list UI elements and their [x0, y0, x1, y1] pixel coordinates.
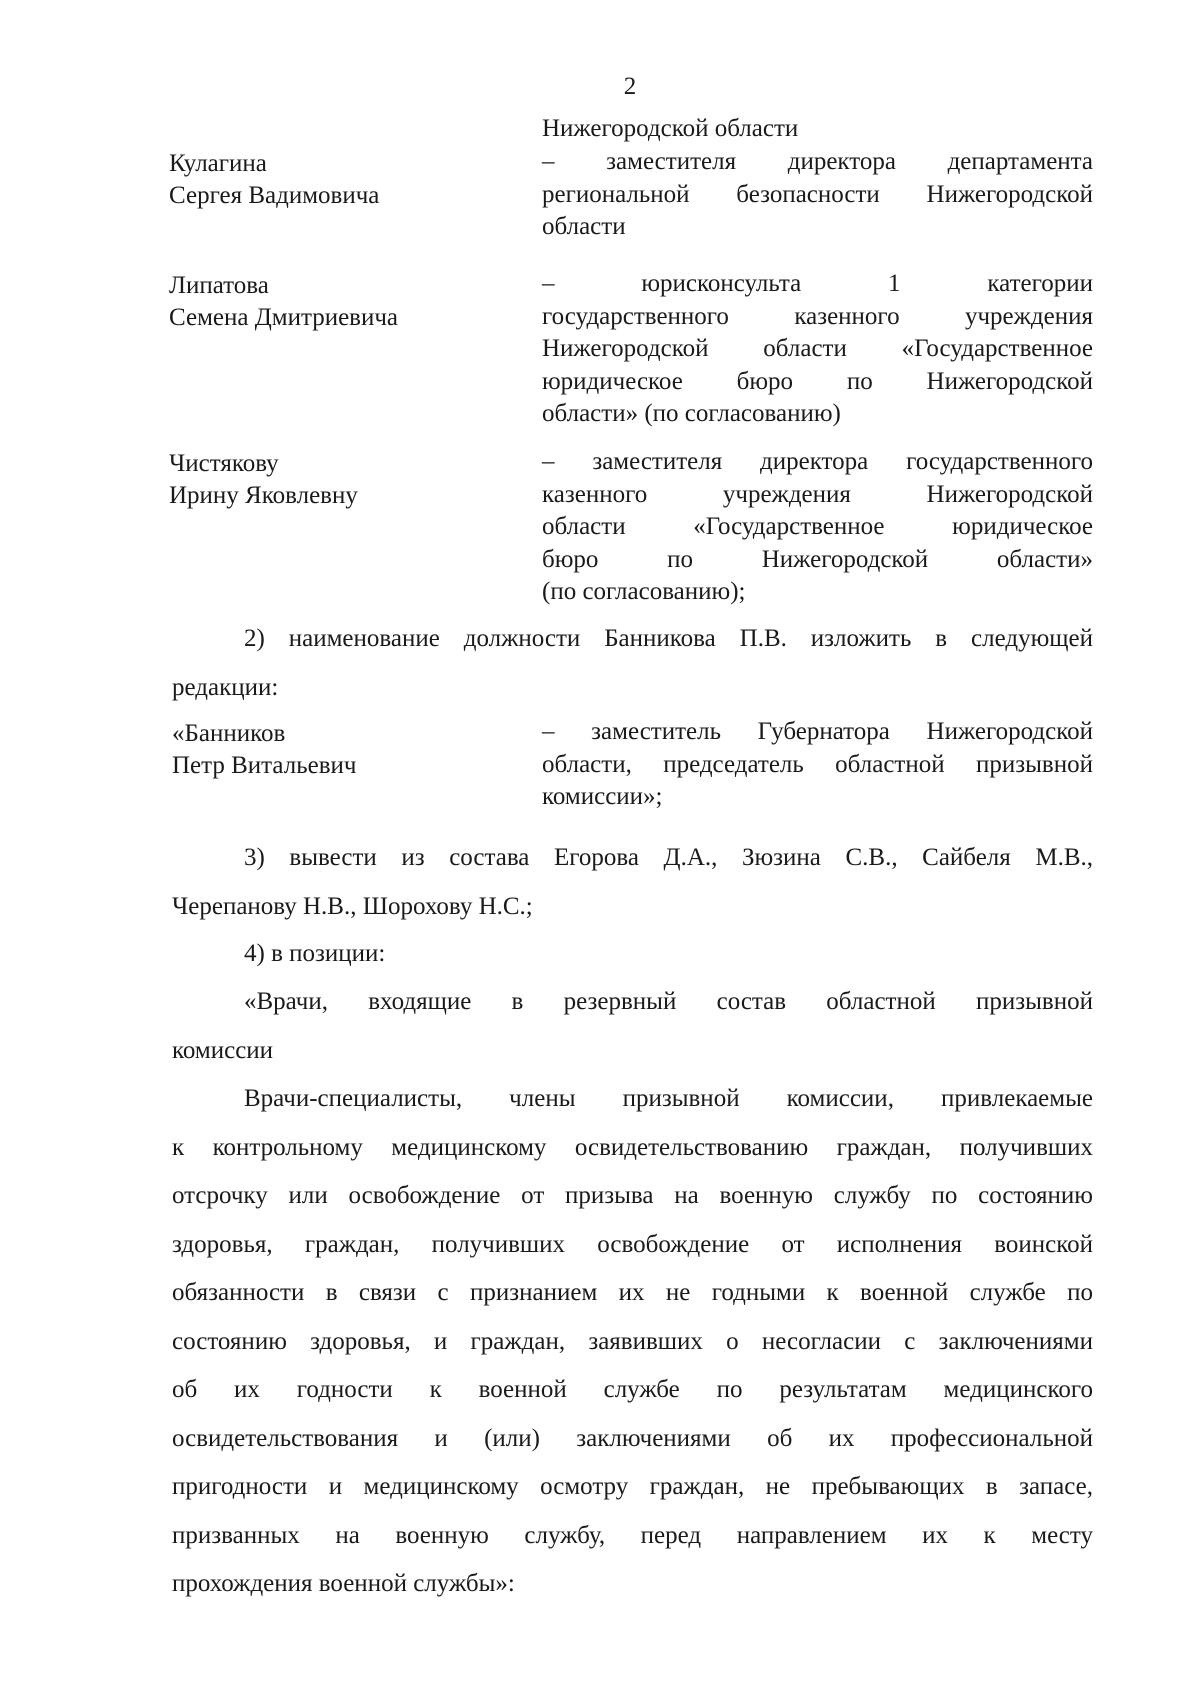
- member-name: [169, 448, 499, 512]
- paragraph-line: 2) наименование должности Банникова П.В. изложить в следующей: [244, 625, 1093, 652]
- chairman-name: [172, 718, 502, 782]
- position-line: – юрисконсульта 1 категории: [542, 270, 1093, 297]
- position-line: – заместителя директора департамента: [542, 148, 1093, 175]
- position-line: – заместителя директора государственного: [542, 448, 1093, 475]
- position-line: области, председатель областной призывной: [542, 750, 1093, 778]
- paragraph-line: комиссии: [172, 1036, 274, 1064]
- paragraph-line: обязанности в связи с признанием их не годными к военной службе по: [172, 1279, 1093, 1306]
- position-line: региональной безопасности Нижегородской: [542, 180, 1093, 208]
- position-line: государственного казенного учреждения: [542, 302, 1093, 330]
- paragraph-line: пригодности и медицинскому осмотру граждан, не пребывающих в запасе,: [172, 1473, 1093, 1500]
- member-position: [542, 268, 1093, 431]
- member-given-name: Сергея Вадимовича: [169, 182, 380, 209]
- quote-body: [172, 1075, 1093, 1609]
- paragraph-item-4: [172, 930, 1093, 979]
- position-line: бюро по Нижегородской области»: [542, 545, 1093, 573]
- paragraph-line: к контрольному медицинскому освидетельствованию граждан, получивших: [172, 1133, 1093, 1161]
- paragraph-line: 3) вывести из состава Егорова Д.А., Зюзина С.В., Сайбеля М.В.,: [244, 844, 1093, 871]
- page-number: 2: [623, 73, 637, 100]
- member-surname: Чистякову: [169, 450, 279, 477]
- position-line: области» (по согласованию): [542, 400, 841, 427]
- position-line: – заместитель Губернатора Нижегородской: [542, 718, 1093, 745]
- paragraph-item-3: [172, 834, 1093, 931]
- continuation-text: Нижегородской области: [542, 115, 799, 142]
- paragraph-line: 4) в позиции:: [244, 940, 386, 967]
- position-line: области «Государственное юридическое: [542, 513, 1093, 540]
- paragraph-line: призванных на военную службу, перед направлением их к месту: [172, 1521, 1093, 1549]
- paragraph-line: «Врачи, входящие в резервный состав областной призывной: [244, 988, 1093, 1015]
- paragraph-line: здоровья, граждан, получивших освобождение от исполнения воинской: [172, 1230, 1093, 1258]
- member-given-name: Ирину Яковлевну: [169, 482, 358, 509]
- paragraph-item-2: [172, 615, 1093, 712]
- member-position: [542, 446, 1093, 609]
- paragraph-line: освидетельствования и (или) заключениями об их профессиональной: [172, 1424, 1093, 1452]
- chairman-given-name: Петр Витальевич: [172, 752, 357, 779]
- quote-heading: [172, 978, 1093, 1075]
- position-line: области: [542, 213, 626, 240]
- position-line: юридическое бюро по Нижегородской: [542, 367, 1093, 395]
- member-surname: Кулагина: [169, 150, 267, 177]
- member-position: [542, 146, 1093, 244]
- member-surname: Липатова: [169, 272, 269, 299]
- paragraph-line: редакции:: [172, 673, 279, 701]
- position-line: (по согласованию);: [542, 578, 746, 605]
- chairman-surname: «Банников: [172, 720, 286, 747]
- member-name: [169, 270, 499, 334]
- paragraph-line: Врачи-специалисты, члены призывной комиссии, привлекаемые: [244, 1085, 1093, 1112]
- position-line: казенного учреждения Нижегородской: [542, 480, 1093, 508]
- chairman-position: [542, 716, 1093, 814]
- member-given-name: Семена Дмитриевича: [169, 304, 399, 331]
- member-name: [169, 148, 499, 212]
- position-line: Нижегородской области «Государственное: [542, 335, 1093, 362]
- paragraph-line: прохождения военной службы»:: [172, 1570, 515, 1597]
- paragraph-line: состоянию здоровья, и граждан, заявивших о несогласии с заключениями: [172, 1327, 1093, 1355]
- position-line: комиссии»;: [542, 783, 663, 810]
- paragraph-line: отсрочку или освобождение от призыва на военную службу по состоянию: [172, 1182, 1093, 1209]
- paragraph-line: Черепанову Н.В., Шорохову Н.С.;: [172, 892, 533, 920]
- paragraph-line: об их годности к военной службе по результатам медицинского: [172, 1376, 1093, 1403]
